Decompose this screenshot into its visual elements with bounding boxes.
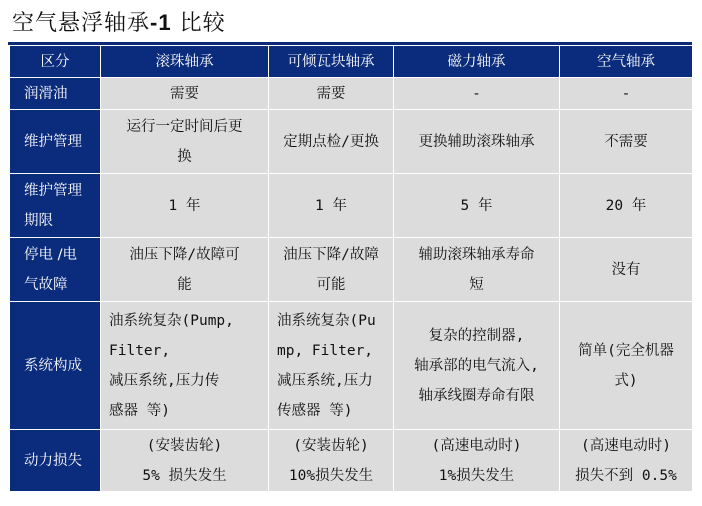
column-header: 可倾瓦块轴承 [269, 46, 394, 78]
title-suffix: -1 [150, 10, 172, 35]
cell-line: 油系统复杂(Pump, [109, 312, 234, 329]
cell-line: 不需要 [604, 133, 648, 150]
cell-line: 复杂的控制器, [428, 327, 525, 344]
cell-line: 1 年 [168, 197, 201, 214]
table-cell [101, 78, 269, 110]
row-header [10, 78, 101, 110]
row-header-line: 停电 /电 [24, 246, 77, 263]
cell-line: (高速电动时) [581, 437, 671, 454]
row-header [10, 302, 101, 430]
column-header: 区分 [10, 46, 101, 78]
cell-line: 运行一定时间后更 [126, 118, 243, 135]
row-header-line: 润滑油 [24, 85, 68, 102]
cell-line: (安装齿轮) [293, 437, 369, 454]
table-cell [560, 78, 693, 110]
table-cell [101, 430, 269, 492]
header-row [10, 46, 693, 78]
table-cell [560, 302, 693, 430]
cell-line: 减压系统,压力传 [109, 372, 220, 389]
cell-line: 需要 [316, 85, 346, 102]
cell-line: Filter, [109, 342, 171, 359]
cell-line: 10%损失发生 [288, 467, 374, 484]
table-cell [269, 110, 394, 174]
cell-line: 感器 等) [109, 402, 170, 419]
cell-line: 更换辅助滚珠轴承 [418, 133, 535, 150]
table-cell [394, 174, 560, 238]
cell-line: 简单(完全机器 [578, 342, 674, 359]
table-cell [101, 110, 269, 174]
table-row [10, 110, 693, 174]
cell-line: 1%损失发生 [438, 467, 515, 484]
cell-line: 损失不到 0.5% [575, 467, 677, 484]
table-cell [269, 302, 394, 430]
row-header-line: 期限 [24, 212, 53, 229]
table-cell [101, 174, 269, 238]
title-main: 空气悬浮轴承 [12, 11, 151, 36]
table-cell [394, 78, 560, 110]
cell-line: 能 [177, 276, 192, 293]
table-cell [269, 174, 394, 238]
cell-line: 可能 [316, 276, 346, 293]
cell-line: 短 [469, 276, 484, 293]
row-header-line: 维护管理 [24, 182, 82, 199]
cell-line: 油压下降/故障 [283, 246, 379, 263]
row-header-line: 系统构成 [24, 357, 82, 374]
cell-line: 辅助滚珠轴承寿命 [418, 246, 535, 263]
cell-line: 轴承线圈寿命有限 [418, 387, 535, 404]
comparison-table [9, 45, 693, 492]
cell-line: 换 [177, 148, 192, 165]
table-cell [394, 238, 560, 302]
cell-line: (高速电动时) [431, 437, 522, 454]
table-cell [560, 238, 693, 302]
table-row [10, 174, 693, 238]
title-tail: 比较 [179, 11, 226, 36]
cell-line: 5 年 [460, 197, 493, 214]
table-cell [269, 78, 394, 110]
cell-line: 定期点检/更换 [283, 133, 379, 150]
table-cell [394, 302, 560, 430]
table-cell [560, 110, 693, 174]
table-cell [269, 238, 394, 302]
cell-line: 油压下降/故障可 [129, 246, 240, 263]
table-row [10, 430, 693, 492]
row-header-line: 动力损失 [24, 452, 82, 469]
column-header: 空气轴承 [560, 46, 693, 78]
table-cell [101, 238, 269, 302]
row-header-line: 气故障 [24, 276, 68, 293]
cell-line: 20 年 [605, 197, 647, 214]
cell-line: 需要 [170, 85, 199, 102]
table-cell [101, 302, 269, 430]
cell-line: 没有 [611, 261, 641, 278]
cell-line: 式) [614, 372, 638, 389]
cell-line: mp, Filter, [277, 342, 374, 359]
table-cell [560, 174, 693, 238]
row-header [10, 238, 101, 302]
row-header [10, 110, 101, 174]
table-row [10, 78, 693, 110]
cell-line: 油系统复杂(Pu [277, 312, 376, 329]
table-row [10, 302, 693, 430]
page-title [12, 6, 226, 37]
column-header: 滚珠轴承 [101, 46, 269, 78]
column-header: 磁力轴承 [394, 46, 560, 78]
cell-line: 传感器 等) [277, 402, 353, 419]
cell-line: - [472, 85, 481, 102]
row-header [10, 174, 101, 238]
cell-line: (安装齿轮) [146, 437, 223, 454]
table-cell [560, 430, 693, 492]
cell-line: 减压系统,压力 [277, 372, 373, 389]
table-cell [269, 430, 394, 492]
cell-line: 1 年 [315, 197, 347, 214]
cell-line: 轴承部的电气流入, [414, 357, 539, 374]
cell-line: - [621, 85, 631, 102]
table-cell [394, 430, 560, 492]
table-cell [394, 110, 560, 174]
row-header [10, 430, 101, 492]
row-header-line: 维护管理 [24, 133, 82, 150]
cell-line: 5% 损失发生 [142, 467, 227, 484]
table-row [10, 238, 693, 302]
